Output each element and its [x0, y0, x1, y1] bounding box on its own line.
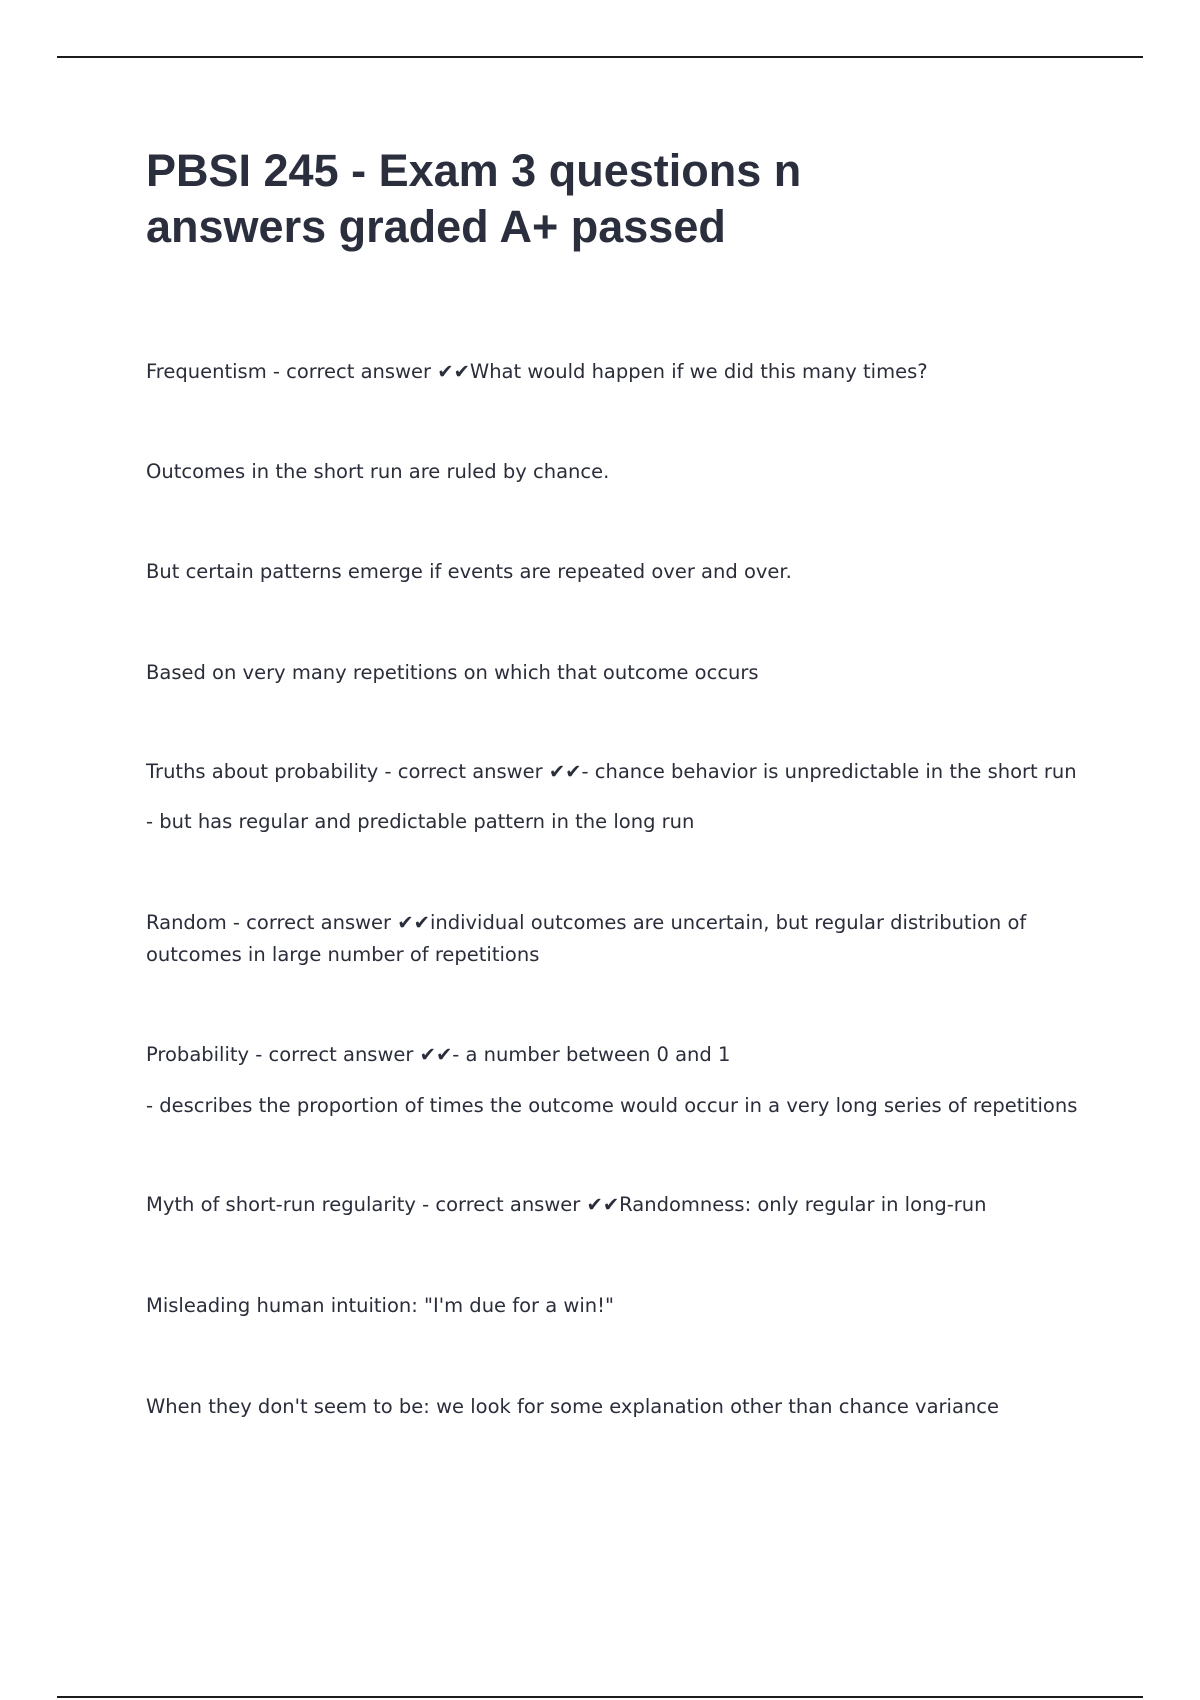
note-repetitions: Based on very many repetitions on which that outcome occurs — [146, 661, 759, 684]
note-explanation: When they don't seem to be: we look for some explanation other than chance variance — [146, 1395, 999, 1418]
qa-frequentism: Frequentism - correct answer ✔✔What would happen if we did this many times? — [146, 360, 928, 383]
document-title: PBSI 245 - Exam 3 questions n answers graded A+ passed — [146, 145, 802, 252]
qa-truths-probability: Truths about probability - correct answer ✔✔- chance behavior is unpredictable in the short run — [146, 760, 1077, 783]
note-patterns: But certain patterns emerge if events are repeated over and over. — [146, 560, 792, 583]
note-misleading-intuition: Misleading human intuition: "I'm due for a win!" — [146, 1294, 614, 1317]
qa-probability-cont: - describes the proportion of times the outcome would occur in a very long series of repetitions — [146, 1094, 1078, 1117]
qa-truths-probability-cont: - but has regular and predictable pattern in the long run — [146, 810, 695, 833]
note-short-run: Outcomes in the short run are ruled by chance. — [146, 460, 610, 483]
qa-probability: Probability - correct answer ✔✔- a number between 0 and 1 — [146, 1043, 731, 1066]
qa-random: Random - correct answer ✔✔individual outcomes are uncertain, but regular distribution of outcomes in large number of repetitions — [146, 911, 1027, 966]
bottom-rule — [57, 1696, 1143, 1698]
top-rule — [57, 56, 1143, 58]
qa-myth-short-run: Myth of short-run regularity - correct answer ✔✔Randomness: only regular in long-run — [146, 1193, 987, 1216]
